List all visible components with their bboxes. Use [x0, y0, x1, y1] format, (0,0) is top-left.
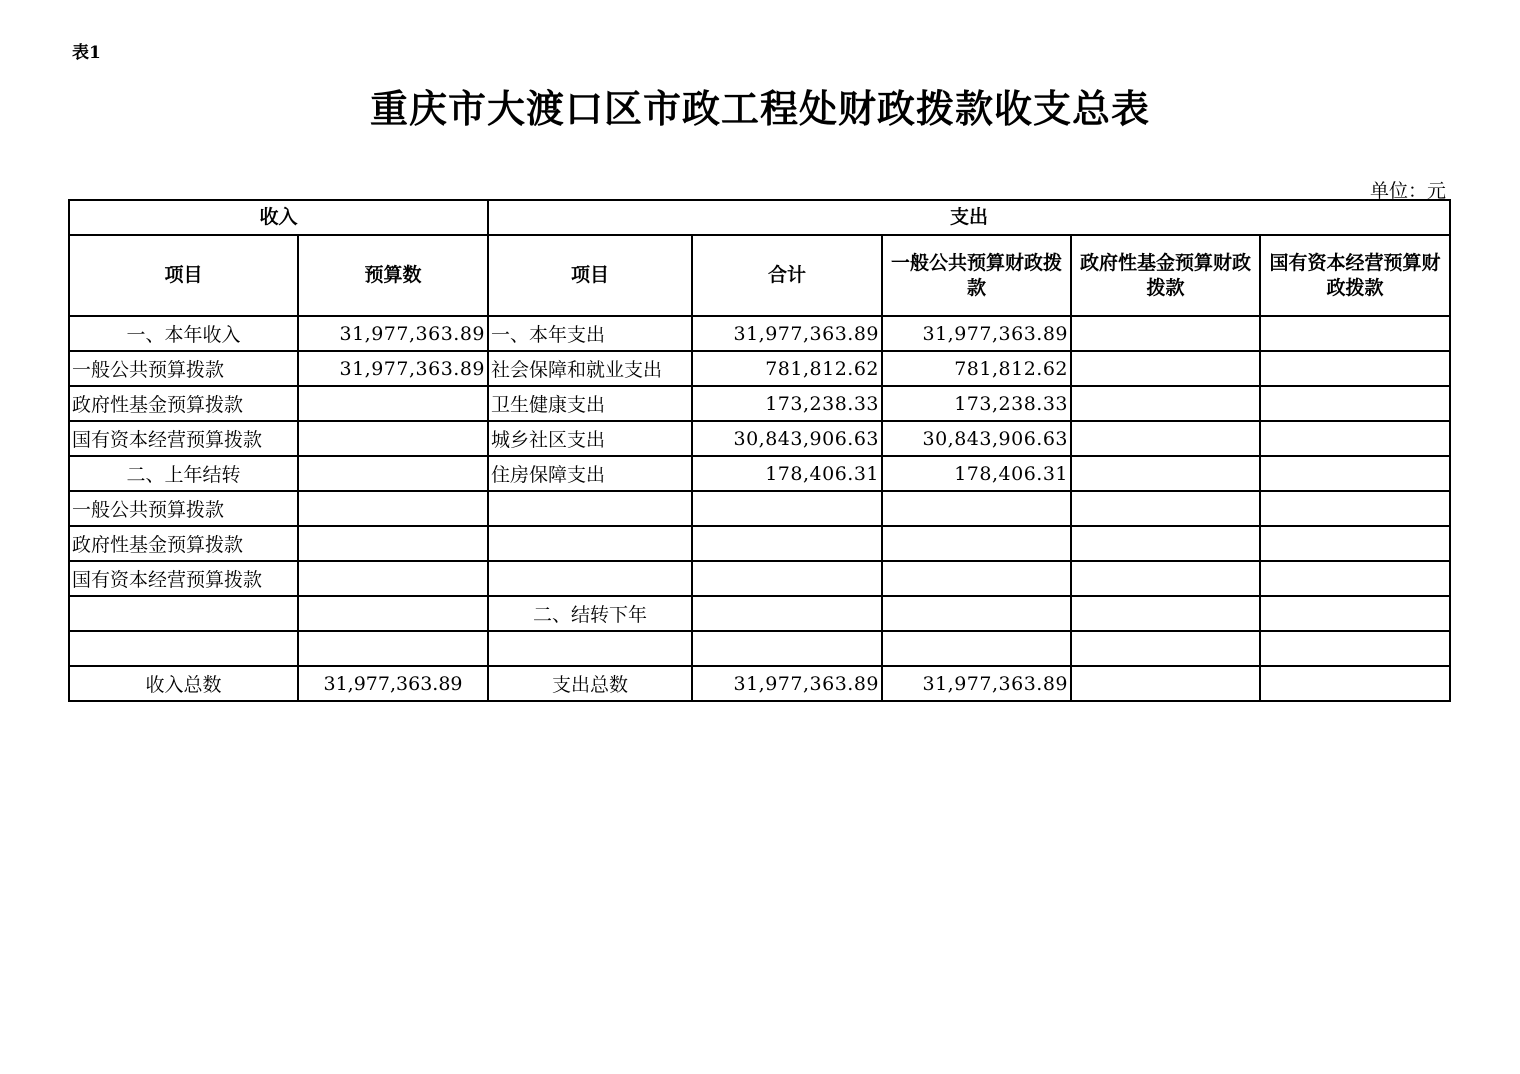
- income-budget-cell: [298, 561, 488, 596]
- expense-general-cell: [882, 491, 1071, 526]
- expense-general-cell: 30,843,906.63: [882, 421, 1071, 456]
- table-row: [69, 456, 1450, 491]
- income-budget-cell: [298, 421, 488, 456]
- income-item-cell: 国有资本经营预算拨款: [69, 561, 298, 596]
- expense-fund-cell: [1071, 351, 1260, 386]
- expense-fund-cell: [1071, 456, 1260, 491]
- income-item-cell: 一、本年收入: [69, 316, 298, 351]
- group-header-row: [69, 200, 1450, 235]
- expense-general-cell: 31,977,363.89: [882, 666, 1071, 701]
- expense-general-header: 一般公共预算财政拨款: [882, 235, 1071, 316]
- income-budget-cell: 31,977,363.89: [298, 351, 488, 386]
- table-row: [69, 316, 1450, 351]
- expense-general-cell: [882, 561, 1071, 596]
- expense-state-cell: [1260, 666, 1450, 701]
- budget-summary-table: [68, 199, 1451, 702]
- income-item-cell: 政府性基金预算拨款: [69, 386, 298, 421]
- expense-total-cell: 173,238.33: [692, 386, 882, 421]
- expense-item-cell: 城乡社区支出: [488, 421, 692, 456]
- income-item-cell: 二、上年结转: [69, 456, 298, 491]
- unit-label: 单位：元: [1369, 180, 1446, 202]
- income-budget-header: 预算数: [298, 235, 488, 316]
- expense-general-cell: 31,977,363.89: [882, 316, 1071, 351]
- expense-total-cell: [692, 596, 882, 631]
- income-budget-cell: [298, 631, 488, 666]
- expense-general-cell: 173,238.33: [882, 386, 1071, 421]
- income-item-header: 项目: [69, 235, 298, 316]
- expense-item-cell: 一、本年支出: [488, 316, 692, 351]
- expense-item-cell: 住房保障支出: [488, 456, 692, 491]
- expense-item-cell: [488, 561, 692, 596]
- expense-total-cell: [692, 631, 882, 666]
- expense-state-header: 国有资本经营预算财政拨款: [1260, 235, 1450, 316]
- expense-state-cell: [1260, 421, 1450, 456]
- income-item-cell: 一般公共预算拨款: [69, 491, 298, 526]
- expense-total-cell: [692, 561, 882, 596]
- income-group-header: 收入: [69, 200, 488, 235]
- expense-item-cell: [488, 491, 692, 526]
- expense-fund-cell: [1071, 666, 1260, 701]
- income-budget-cell: [298, 526, 488, 561]
- income-budget-cell: [298, 386, 488, 421]
- income-budget-cell: 31,977,363.89: [298, 316, 488, 351]
- page-title: 重庆市大渡口区市政工程处财政拨款收支总表: [369, 87, 1150, 131]
- expense-fund-cell: [1071, 631, 1260, 666]
- income-budget-cell: [298, 456, 488, 491]
- expense-fund-cell: [1071, 561, 1260, 596]
- expense-total-cell: 30,843,906.63: [692, 421, 882, 456]
- income-total-value: 31,977,363.89: [298, 666, 488, 701]
- table-row: [69, 631, 1450, 666]
- expense-state-cell: [1260, 491, 1450, 526]
- expense-total-cell: 781,812.62: [692, 351, 882, 386]
- income-budget-cell: [298, 491, 488, 526]
- expense-item-header: 项目: [488, 235, 692, 316]
- expense-general-cell: 781,812.62: [882, 351, 1071, 386]
- income-item-cell: [69, 631, 298, 666]
- expense-total-cell: [692, 491, 882, 526]
- table-row: [69, 526, 1450, 561]
- table-row: [69, 491, 1450, 526]
- expense-item-cell: [488, 526, 692, 561]
- income-item-cell: 政府性基金预算拨款: [69, 526, 298, 561]
- expense-fund-cell: [1071, 316, 1260, 351]
- income-budget-cell: [298, 596, 488, 631]
- income-item-cell: [69, 596, 298, 631]
- expense-state-cell: [1260, 561, 1450, 596]
- expense-fund-cell: [1071, 491, 1260, 526]
- expense-group-header: 支出: [488, 200, 1450, 235]
- expense-fund-cell: [1071, 421, 1260, 456]
- expense-general-cell: 178,406.31: [882, 456, 1071, 491]
- expense-item-cell: 社会保障和就业支出: [488, 351, 692, 386]
- expense-general-cell: [882, 631, 1071, 666]
- table-row: [69, 386, 1450, 421]
- totals-row: [69, 666, 1450, 701]
- expense-fund-header: 政府性基金预算财政拨款: [1071, 235, 1260, 316]
- expense-state-cell: [1260, 316, 1450, 351]
- expense-fund-cell: [1071, 596, 1260, 631]
- expense-general-cell: [882, 526, 1071, 561]
- expense-total-cell: 31,977,363.89: [692, 316, 882, 351]
- expense-total-cell: 178,406.31: [692, 456, 882, 491]
- expense-item-cell: 二、结转下年: [488, 596, 692, 631]
- expense-state-cell: [1260, 596, 1450, 631]
- expense-total-cell: 31,977,363.89: [692, 666, 882, 701]
- income-item-cell: 一般公共预算拨款: [69, 351, 298, 386]
- expense-general-cell: [882, 596, 1071, 631]
- expense-fund-cell: [1071, 386, 1260, 421]
- expense-state-cell: [1260, 456, 1450, 491]
- income-total-label: 收入总数: [69, 666, 298, 701]
- expense-item-cell: 卫生健康支出: [488, 386, 692, 421]
- table-number-label: 表1: [72, 43, 101, 63]
- table-row: [69, 351, 1450, 386]
- expense-total-cell: [692, 526, 882, 561]
- table-row: [69, 596, 1450, 631]
- expense-state-cell: [1260, 526, 1450, 561]
- table-row: [69, 561, 1450, 596]
- expense-item-cell: [488, 631, 692, 666]
- expense-state-cell: [1260, 351, 1450, 386]
- expense-total-label: 支出总数: [488, 666, 692, 701]
- column-header-row: [69, 235, 1450, 316]
- expense-total-header: 合计: [692, 235, 882, 316]
- expense-fund-cell: [1071, 526, 1260, 561]
- table-row: [69, 421, 1450, 456]
- expense-state-cell: [1260, 386, 1450, 421]
- expense-state-cell: [1260, 631, 1450, 666]
- income-item-cell: 国有资本经营预算拨款: [69, 421, 298, 456]
